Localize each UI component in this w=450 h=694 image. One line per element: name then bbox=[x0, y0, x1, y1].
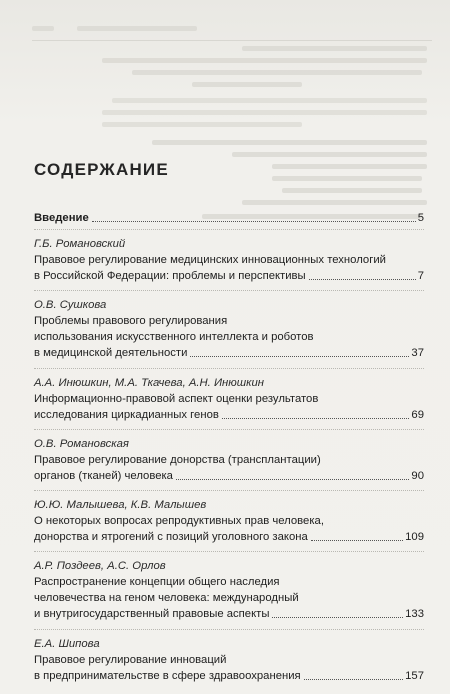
entry-author: Е.А. Шипова bbox=[34, 638, 100, 650]
entry-title-line: Проблемы правового регулирования bbox=[34, 315, 228, 327]
entry-last-line bbox=[34, 407, 424, 423]
entry-divider bbox=[34, 429, 424, 430]
entry-last-line bbox=[34, 668, 424, 684]
entry-divider bbox=[34, 229, 424, 230]
entry-title-line: в Российской Федерации: проблемы и перспективы bbox=[34, 270, 306, 282]
entry-divider bbox=[34, 290, 424, 291]
entry-title-line: О некоторых вопросах репродуктивных прав человека, bbox=[34, 515, 324, 527]
entry-author: Ю.Ю. Малышева, К.В. Малышев bbox=[34, 499, 207, 511]
page-number: 37 bbox=[411, 347, 424, 359]
entry-author: Г.Б. Романовский bbox=[34, 238, 126, 250]
entry-title-line: Информационно-правовой аспект оценки результатов bbox=[34, 393, 319, 405]
page-number: 5 bbox=[417, 212, 424, 224]
entry-last-line bbox=[34, 345, 424, 361]
entry-title-line: в предпринимательстве в сфере здравоохранения bbox=[34, 670, 301, 682]
page-number: 157 bbox=[405, 670, 424, 682]
entry-title-line: использования искусственного интеллекта и роботов bbox=[34, 331, 314, 343]
page-number: 7 bbox=[417, 270, 424, 282]
toc-entry-introduction[interactable] bbox=[34, 210, 424, 226]
dot-leader bbox=[222, 417, 410, 419]
intro-row bbox=[34, 210, 424, 226]
dot-leader bbox=[304, 678, 403, 680]
entry-author: А.Р. Поздеев, А.С. Орлов bbox=[34, 560, 166, 572]
entry-title-line: органов (тканей) человека bbox=[34, 470, 173, 482]
entry-divider bbox=[34, 490, 424, 491]
entry-title-line: в медицинской деятельности bbox=[34, 347, 188, 359]
dot-leader bbox=[190, 355, 409, 357]
entry-author: О.В. Сушкова bbox=[34, 299, 107, 311]
entry-title-line: Правовое регулирование донорства (трансплантации) bbox=[34, 454, 321, 466]
dot-leader bbox=[176, 478, 409, 480]
page-number: 69 bbox=[411, 409, 424, 421]
toc-entry[interactable] bbox=[34, 497, 424, 545]
toc-entry[interactable] bbox=[34, 636, 424, 684]
intro-title: Введение bbox=[34, 212, 89, 224]
entry-author: А.А. Инюшкин, М.А. Ткачева, А.Н. Инюшкин bbox=[34, 377, 264, 389]
toc-heading: СОДЕРЖАНИЕ bbox=[34, 160, 169, 179]
entry-title-line: Распространение концепции общего наследия bbox=[34, 576, 280, 588]
entry-title-line: человечества на геном человека: международный bbox=[34, 592, 299, 604]
entry-last-line bbox=[34, 468, 424, 484]
dot-leader bbox=[309, 278, 416, 280]
toc-entry[interactable] bbox=[34, 236, 424, 284]
dot-leader bbox=[92, 220, 416, 222]
entry-title-line: исследования циркадианных генов bbox=[34, 409, 219, 421]
header-rule bbox=[32, 40, 432, 41]
entry-divider bbox=[34, 629, 424, 630]
bleed-through-text bbox=[32, 0, 450, 245]
dot-leader bbox=[311, 539, 403, 541]
entry-divider bbox=[34, 551, 424, 552]
page-number: 133 bbox=[405, 608, 424, 620]
entry-divider bbox=[34, 368, 424, 369]
dot-leader bbox=[272, 616, 403, 618]
entry-last-line bbox=[34, 268, 424, 284]
page-number: 90 bbox=[411, 470, 424, 482]
toc-entry[interactable] bbox=[34, 297, 424, 361]
entry-author: О.В. Романовская bbox=[34, 438, 129, 450]
entry-title-line: донорства и ятрогений с позиций уголовного закона bbox=[34, 531, 308, 543]
entry-last-line bbox=[34, 529, 424, 545]
toc-entry[interactable] bbox=[34, 436, 424, 484]
entry-title-line: Правовое регулирование медицинских инновационных технологий bbox=[34, 254, 386, 266]
entry-title-line: Правовое регулирование инноваций bbox=[34, 654, 227, 666]
entry-last-line bbox=[34, 606, 424, 622]
toc-entry[interactable] bbox=[34, 375, 424, 423]
toc-entry[interactable] bbox=[34, 558, 424, 622]
page-number: 109 bbox=[405, 531, 424, 543]
entry-title-line: и внутригосударственный правовые аспекты bbox=[34, 608, 270, 620]
